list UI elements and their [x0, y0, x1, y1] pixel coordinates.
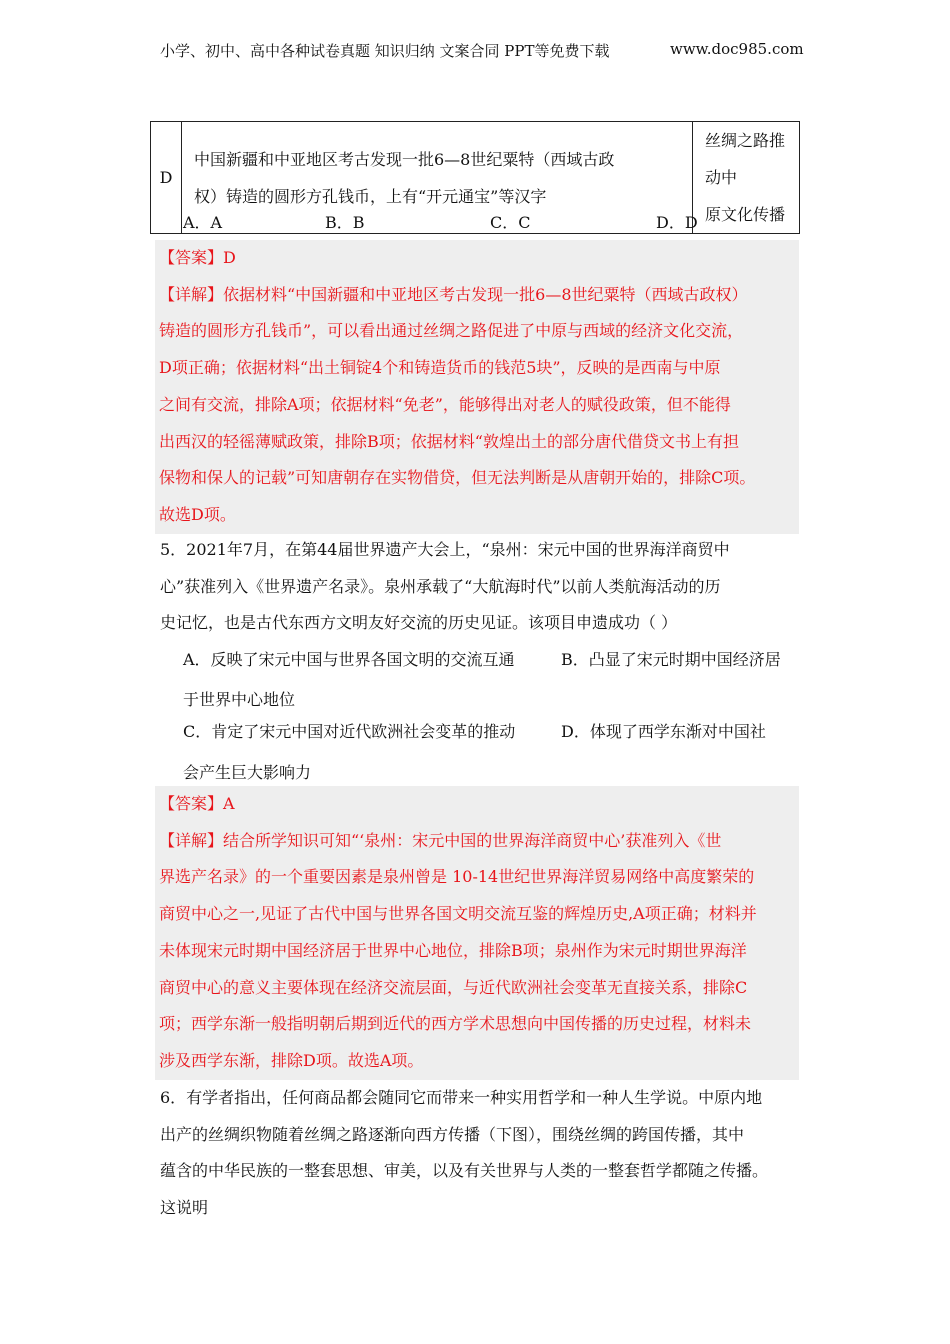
explanation-line: 界选产名录》的一个重要因素是泉州曾是 10-14世纪世界海洋贸易网络中高度繁荣的	[159, 867, 755, 887]
explanation-line: 出西汉的轻徭薄赋政策，排除B项；依据材料“敦煌出土的部分唐代借贷文书上有担	[159, 431, 739, 451]
explanation-line: 之间有交流，排除A项；依据材料“免老”，能够得出对老人的赋役政策，但不能得	[159, 394, 731, 414]
row-content-line: 中国新疆和中亚地区考古发现一批6—8世纪粟特（西域古政	[194, 149, 615, 169]
q5-option-b-cont: 于世界中心地位	[183, 690, 296, 709]
q4-choice-c[interactable]: C．C	[490, 213, 531, 232]
header-site-url[interactable]: www.doc985.com	[670, 40, 804, 58]
explanation-line: 故选D项。	[159, 504, 236, 524]
explanation-line: 未体现宋元时期中国经济居于世界中心地位，排除B项；泉州作为宋元时期世界海洋	[159, 940, 747, 960]
explanation-line: 铸造的圆形方孔钱币”，可以看出通过丝绸之路促进了中原与西域的经济文化交流，	[159, 321, 744, 341]
q5-option-c[interactable]: C．肯定了宋元中国对近代欧洲社会变革的推动	[183, 722, 516, 741]
question-line: 史记忆，也是古代东西方文明友好交流的历史见证。该项目申遗成功（ ）	[160, 613, 678, 632]
row-conclusion-line: 原文化传播	[705, 205, 786, 224]
q5-option-a[interactable]: A．反映了宋元中国与世界各国文明的交流互通	[183, 650, 515, 669]
q5-answer-box	[155, 786, 799, 1080]
row-letter: D	[151, 122, 182, 234]
question-line: 5．2021年7月，在第44届世界遗产大会上，“泉州：宋元中国的世界海洋商贸中	[160, 540, 730, 559]
explanation-line: D项正确；依据材料“出土铜锭4个和铸造货币的钱范5块”，反映的是西南与中原	[159, 358, 721, 378]
q4-choices	[183, 210, 803, 232]
explanation-line: 【详解】结合所学知识可知“‘泉州：宋元中国的世界海洋商贸中心’获准列入《世	[159, 830, 722, 850]
q4-choice-d[interactable]: D．D	[656, 213, 698, 232]
q4-choice-b[interactable]: B．B	[325, 213, 365, 232]
explanation-line: 【详解】依据材料“中国新疆和中亚地区考古发现一批6—8世纪粟特（西域古政权）	[159, 284, 748, 304]
answer-label: 【答案】A	[159, 794, 235, 813]
question-6	[160, 1080, 792, 1226]
q4-answer-box	[155, 240, 799, 534]
q5-option-b[interactable]: B．凸显了宋元时期中国经济居	[561, 650, 781, 669]
question-line: 心”获准列入《世界遗产名录》。泉州承载了“大航海时代”以前人类航海活动的历	[160, 576, 721, 596]
question-line: 这说明	[160, 1197, 209, 1217]
question-line: 6．有学者指出，任何商品都会随同它而带来一种实用哲学和一种人生学说。中原内地	[160, 1088, 763, 1107]
answer-label: 【答案】D	[159, 248, 236, 267]
question-5	[160, 532, 792, 642]
question-line: 出产的丝绸织物随着丝绸之路逐渐向西方传播（下图），围绕丝绸的跨国传播，其中	[160, 1124, 745, 1144]
row-content-line: 权）铸造的圆形方孔钱币，上有“开元通宝”等汉字	[194, 186, 547, 206]
explanation-line: 项；西学东渐一般指明朝后期到近代的西方学术思想向中国传播的历史过程，材料未	[159, 1014, 752, 1034]
q5-option-d[interactable]: D．体现了西学东渐对中国社	[561, 722, 766, 741]
row-conclusion-line: 丝绸之路推动中	[705, 131, 786, 187]
explanation-line: 涉及西学东渐，排除D项。故选A项。	[159, 1050, 424, 1070]
explanation-line: 保物和保人的记载”可知唐朝存在实物借贷，但无法判断是从唐朝开始的，排除C项。	[159, 468, 756, 488]
header-text: 小学、初中、高中各种试卷真题 知识归纳 文案合同 PPT等免费下载	[160, 42, 610, 60]
question-line: 蕴含的中华民族的一整套思想、审美，以及有关世界与人类的一整套哲学都随之传播。	[160, 1161, 769, 1180]
page-header	[160, 40, 804, 61]
q5-option-d-cont: 会产生巨大影响力	[183, 763, 312, 782]
explanation-line: 商贸中心的意义主要体现在经济交流层面，与近代欧洲社会变革无直接关系，排除C	[159, 977, 748, 997]
explanation-line: 商贸中心之一,见证了古代中国与世界各国文明交流互鉴的辉煌历史,A项正确；材料并	[159, 904, 757, 924]
q4-choice-a[interactable]: A．A	[183, 213, 223, 232]
